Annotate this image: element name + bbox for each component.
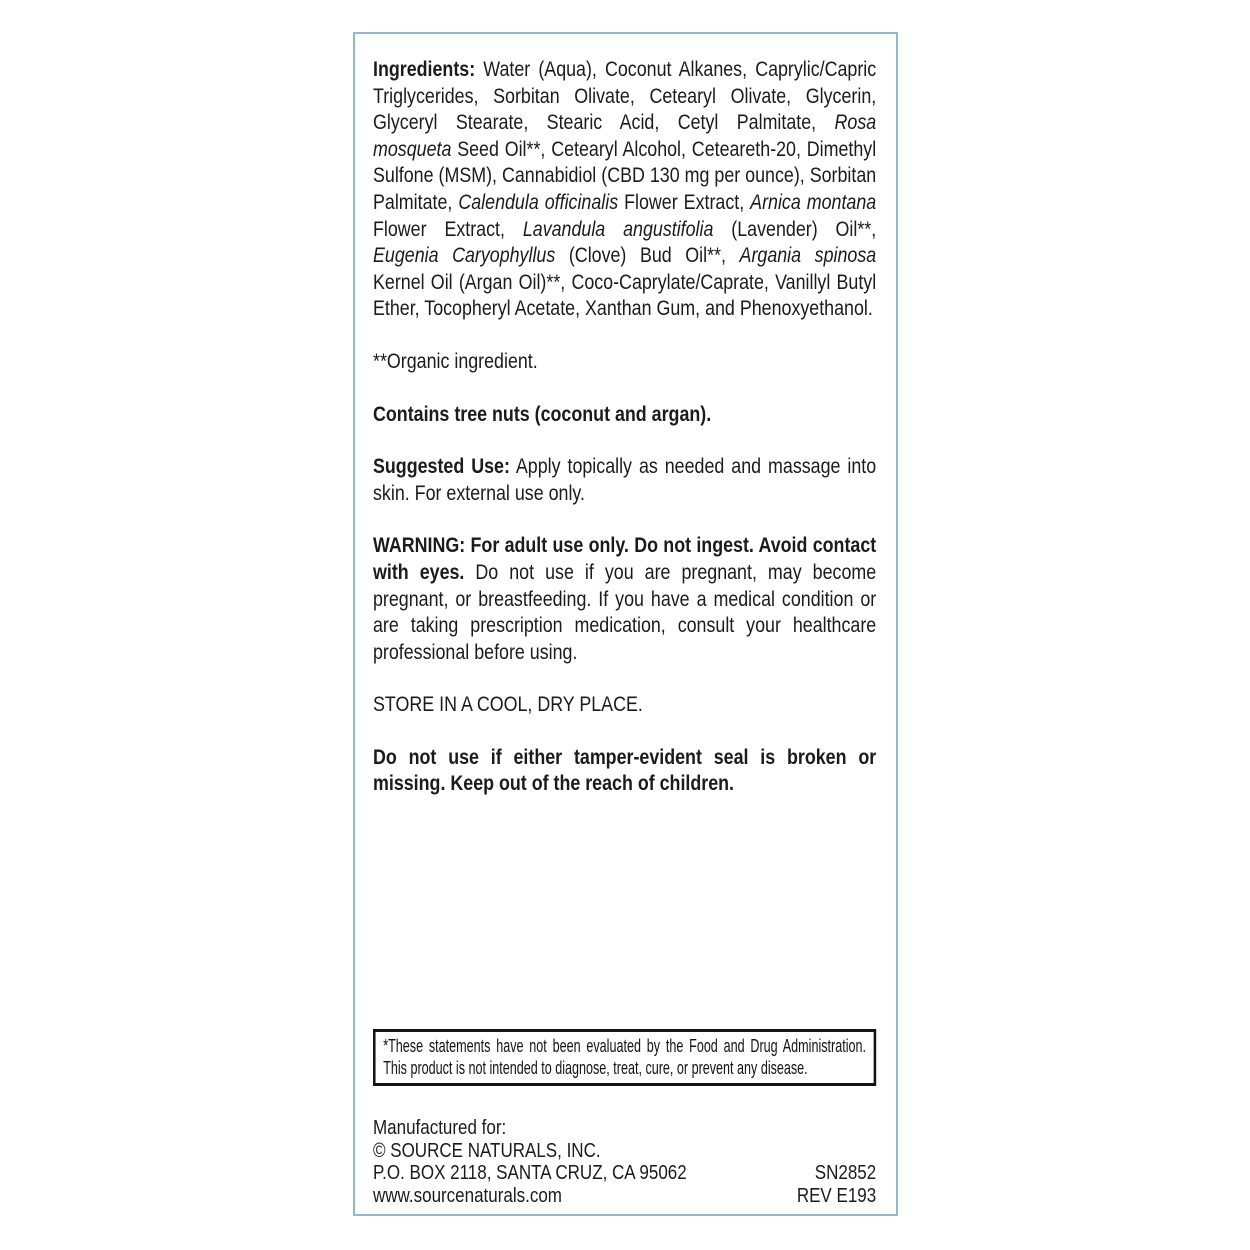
- ingredients-segment: (Lavender) Oil**,: [713, 217, 877, 241]
- warning-paragraph: [373, 533, 876, 666]
- ingredients-segment: Water (Aqua), Coconut Alkanes, Caprylic/Capric Triglycerides, Sorbitan Olivate, Cetearyl Olivate, Glycerin, Glyceryl Stearate, Stearic Acid, Cetyl Palmitate,: [373, 58, 877, 135]
- ingredients-segment: Seed Oil**, Cetearyl Alcohol, Ceteareth-20, Dimethyl Sulfone (MSM), Cannabidiol (CBD 130 mg per ounce), Sorbitan Palmitate,: [373, 137, 877, 214]
- ingredients-paragraph: [373, 57, 876, 323]
- ingredients-segment: Arnica montana: [750, 190, 877, 214]
- fda-disclaimer-box: [373, 1029, 876, 1086]
- label-text-column: [373, 57, 876, 824]
- sku-code: SN2852: [814, 1162, 877, 1184]
- suggested-use-text: Apply topically as needed and massage into skin. For external use only.: [373, 455, 877, 505]
- ingredients-segment: Ingredients:: [373, 58, 476, 81]
- company-name: © SOURCE NATURALS, INC.: [373, 1139, 601, 1162]
- ingredients-segment: Argania spinosa: [739, 244, 877, 268]
- warning-heading: WARNING: For adult use only. Do not ingest. Avoid contact with eyes.: [373, 534, 877, 584]
- ingredients-segment: Rosa mosqueta: [373, 111, 877, 161]
- label-panel: [353, 32, 898, 1216]
- suggested-use-heading: Suggested Use:: [373, 455, 510, 479]
- manufacturer-address: [373, 1117, 687, 1207]
- ingredients-segment: Flower Extract,: [618, 190, 751, 214]
- warning-text: Do not use if you are pregnant, may become pregnant, or breastfeeding. If you have a medical condition or are taking prescription medication, consult your healthcare professional before using.: [373, 560, 877, 664]
- ingredients-segment: Lavandula angustifolia: [522, 217, 714, 241]
- label-footer-column: [373, 1029, 876, 1207]
- allergen-note: Contains tree nuts (coconut and argan).: [373, 402, 712, 426]
- ingredients-segment: (Clove) Bud Oil**,: [555, 244, 740, 268]
- ingredients-segment: Eugenia Caryophyllus: [373, 244, 556, 268]
- organic-ingredient-note: **Organic ingredient.: [373, 349, 538, 373]
- company-website: www.sourcenaturals.com: [373, 1184, 562, 1207]
- tamper-seal-warning: Do not use if either tamper-evident seal is broken or missing. Keep out of the reach of children.: [373, 745, 877, 796]
- ingredients-segment: Calendula officinalis: [458, 190, 619, 214]
- ingredients-segment: Kernel Oil (Argan Oil)**, Coco-Caprylate/Caprate, Vanillyl Butyl Ether, Tocopheryl Acetate, Xanthan Gum, and Phenoxyethanol.: [373, 270, 877, 321]
- product-codes: [797, 1162, 876, 1207]
- suggested-use-paragraph: [373, 454, 876, 507]
- revision-code: REV E193: [796, 1184, 877, 1207]
- manufacturer-block: [373, 1117, 876, 1207]
- ingredients-segment: Flower Extract,: [373, 217, 523, 241]
- manufactured-for-label: Manufactured for:: [373, 1117, 507, 1139]
- storage-instruction: STORE IN A COOL, DRY PLACE.: [373, 693, 643, 717]
- fda-disclaimer-text: *These statements have not been evaluated by the Food and Drug Administration. This product is not intended to diagnose, treat, cure, or prevent any disease.: [383, 1035, 866, 1078]
- company-address: P.O. BOX 2118, SANTA CRUZ, CA 95062: [373, 1162, 687, 1184]
